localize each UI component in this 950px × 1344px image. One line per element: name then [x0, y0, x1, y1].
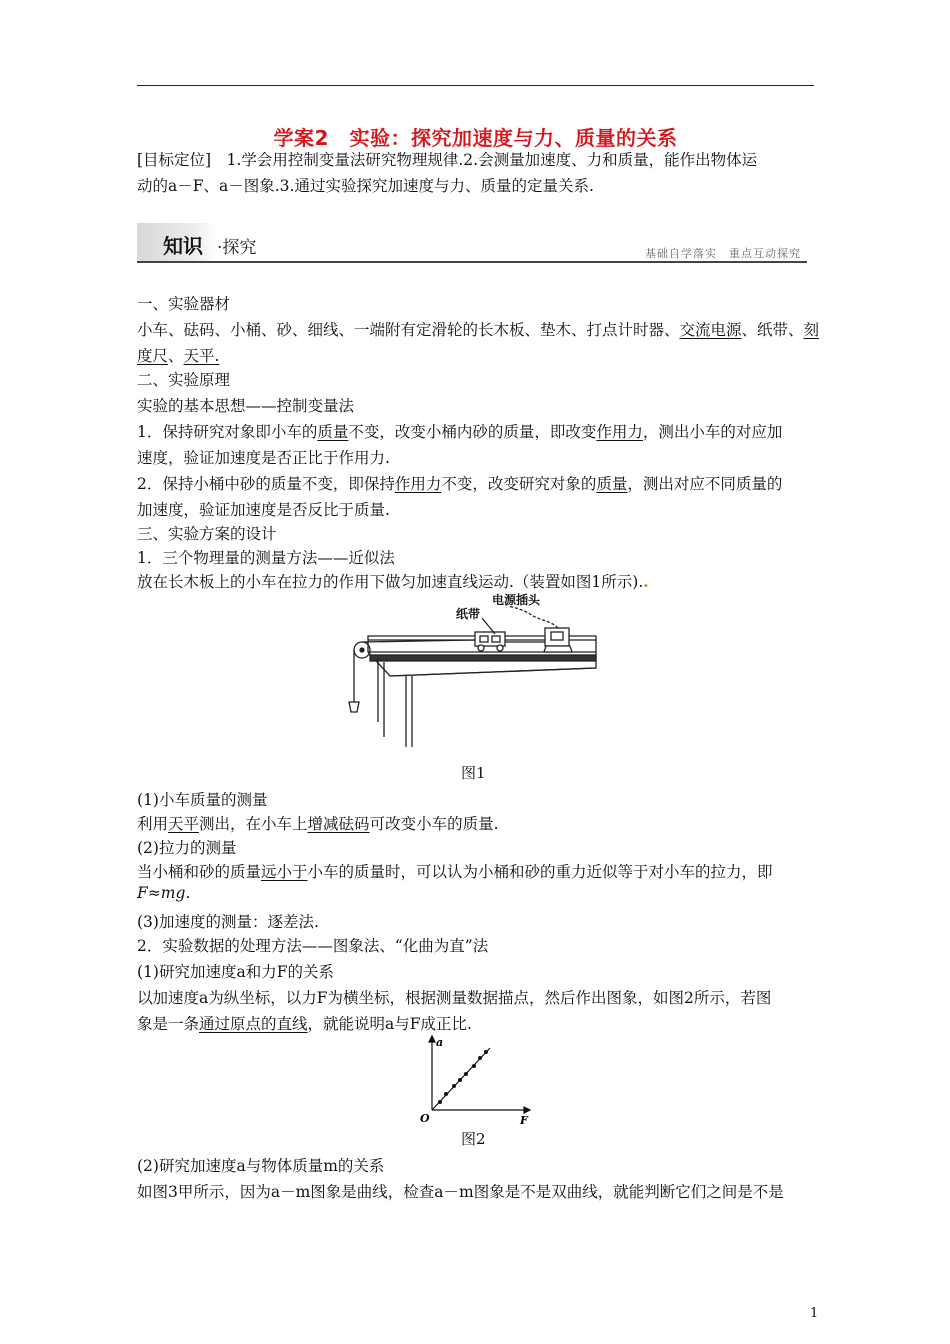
data-point — [464, 1072, 468, 1076]
origin-label: O — [420, 1112, 430, 1124]
q2-title: (2)拉力的测量 — [137, 839, 237, 857]
section-header-rule — [137, 261, 807, 263]
principle-1-line-1 — [137, 420, 782, 442]
page-number: 1 — [810, 1306, 819, 1321]
figure-2-caption: 图2 — [461, 1130, 486, 1148]
text: 1．保持研究对象即小车的 — [137, 423, 318, 441]
text: 小车、砝码、小桶、砂、细线、一端附有定滑轮的长木板、垫木、打点计时器、 — [137, 321, 680, 339]
data-point — [458, 1078, 462, 1082]
text: 、 — [168, 347, 184, 365]
q3-title: (3)加速度的测量：逐差法. — [137, 913, 319, 931]
figure-2-graph — [418, 1034, 534, 1124]
figure-1-caption: 图1 — [461, 764, 486, 782]
q1-title: (1)小车质量的测量 — [137, 791, 268, 809]
text: ，测出小车的对应加 — [642, 423, 783, 441]
principle-2-line-1 — [137, 472, 782, 494]
underlined-text: 作用力 — [394, 475, 442, 493]
underlined-text: 质量 — [596, 475, 628, 493]
method-1: 1．三个物理量的测量方法——近似法 — [137, 549, 395, 567]
axis-label-a: a — [436, 1036, 444, 1049]
top-rule — [137, 85, 814, 86]
r1-line-2 — [137, 1012, 472, 1034]
text: 、纸带、 — [741, 321, 804, 339]
axis-label-f: F — [520, 1114, 528, 1124]
text: ，测出对应不同质量的 — [627, 475, 783, 493]
equipment-line-1 — [137, 318, 819, 340]
section-header-right: 基础自学落实 重点互动探究 — [645, 247, 801, 260]
goal-line-2: 动的a－F、a－图象.3.通过实验探究加速度与力、质量的定量关系. — [137, 177, 594, 195]
method-2: 2．实验数据的处理方法——图象法、“化曲为直”法 — [137, 937, 489, 955]
underlined-text: . — [214, 347, 220, 365]
r2-line-1: 如图3甲所示，因为a－m图象是曲线，检查a－m图象是不是双曲线，就能判断它们之间是不是 — [137, 1183, 784, 1201]
page-title: 学案2 实验：探究加速度与力、质量的关系 — [273, 126, 678, 150]
underlined-text: 天平 — [183, 347, 215, 365]
text: 当小桶和砂的质量 — [137, 863, 262, 881]
heading-design: 三、实验方案的设计 — [137, 525, 277, 543]
underlined-text: 刻 — [803, 321, 820, 339]
text: 小车的质量时，可以认为小桶和砂的重力近似等于对小车的拉力，即 — [307, 863, 773, 881]
underlined-text: 交流电源 — [679, 321, 742, 339]
r2-title: (2)研究加速度a与物体质量m的关系 — [137, 1157, 385, 1175]
text: 测出，在小车上 — [199, 815, 308, 833]
principle-1-line-2: 速度，验证加速度是否正比于作用力. — [137, 449, 390, 467]
q1-text — [137, 812, 499, 834]
underlined-text: 增减砝码 — [307, 815, 370, 833]
method-1-desc — [137, 570, 649, 592]
fig1-label-tape: 纸带 — [456, 607, 481, 621]
figure-1-apparatus — [340, 592, 602, 752]
underlined-text: 远小于 — [261, 863, 308, 881]
text: 象是一条 — [137, 1015, 200, 1033]
text: 放在长木板上的小车在拉力的作用下做匀加速直线运动.（装置如图1所示). — [137, 573, 644, 591]
underlined-text: 通过原点的直线 — [199, 1015, 308, 1033]
heading-principle: 二、实验原理 — [137, 371, 231, 389]
section-header — [137, 223, 807, 265]
data-point — [444, 1092, 448, 1096]
section-header-sub: ·探究 — [217, 238, 257, 258]
section-header-main: 知识 — [163, 234, 203, 258]
text: 2．保持小桶中砂的质量不变，即保持 — [137, 475, 395, 493]
r1-line-1: 以加速度a为纵坐标，以力F为横坐标，根据测量数据描点，然后作出图象，如图2所示，若图 — [137, 989, 772, 1007]
underlined-text: 度尺 — [137, 347, 169, 365]
mark-dot: . — [643, 572, 649, 591]
equipment-line-2 — [137, 344, 219, 366]
y-axis-arrow — [429, 1036, 435, 1042]
text: 可改变小车的质量. — [369, 815, 499, 833]
heading-equipment: 一、实验器材 — [137, 295, 231, 313]
principle-idea: 实验的基本思想——控制变量法 — [137, 397, 355, 415]
q2-text-line-1 — [137, 860, 773, 882]
x-axis-arrow — [524, 1107, 530, 1113]
principle-2-line-2: 加速度，验证加速度是否反比于质量. — [137, 501, 390, 519]
underlined-text: 作用力 — [596, 423, 643, 441]
data-point — [452, 1084, 456, 1088]
text: 不变，改变小桶内砂的质量，即改变 — [348, 423, 597, 441]
underlined-text: 质量 — [317, 423, 349, 441]
data-point — [478, 1056, 482, 1060]
r1-title: (1)研究加速度a和力F的关系 — [137, 963, 334, 981]
text: ，就能说明a与F成正比. — [307, 1015, 472, 1033]
data-point — [438, 1100, 442, 1104]
q2-text-line-2: F≈mg. — [137, 884, 191, 902]
underlined-text: 天平 — [168, 815, 200, 833]
text: 利用 — [137, 815, 169, 833]
goal-line-1: [目标定位] 1.学会用控制变量法研究物理规律.2.会测量加速度、力和质量，能作出物体运 — [137, 151, 758, 169]
fig1-label-power: 电源插头 — [492, 593, 541, 607]
text: 不变，改变研究对象的 — [441, 475, 597, 493]
data-point — [472, 1064, 476, 1068]
data-point — [484, 1050, 488, 1054]
